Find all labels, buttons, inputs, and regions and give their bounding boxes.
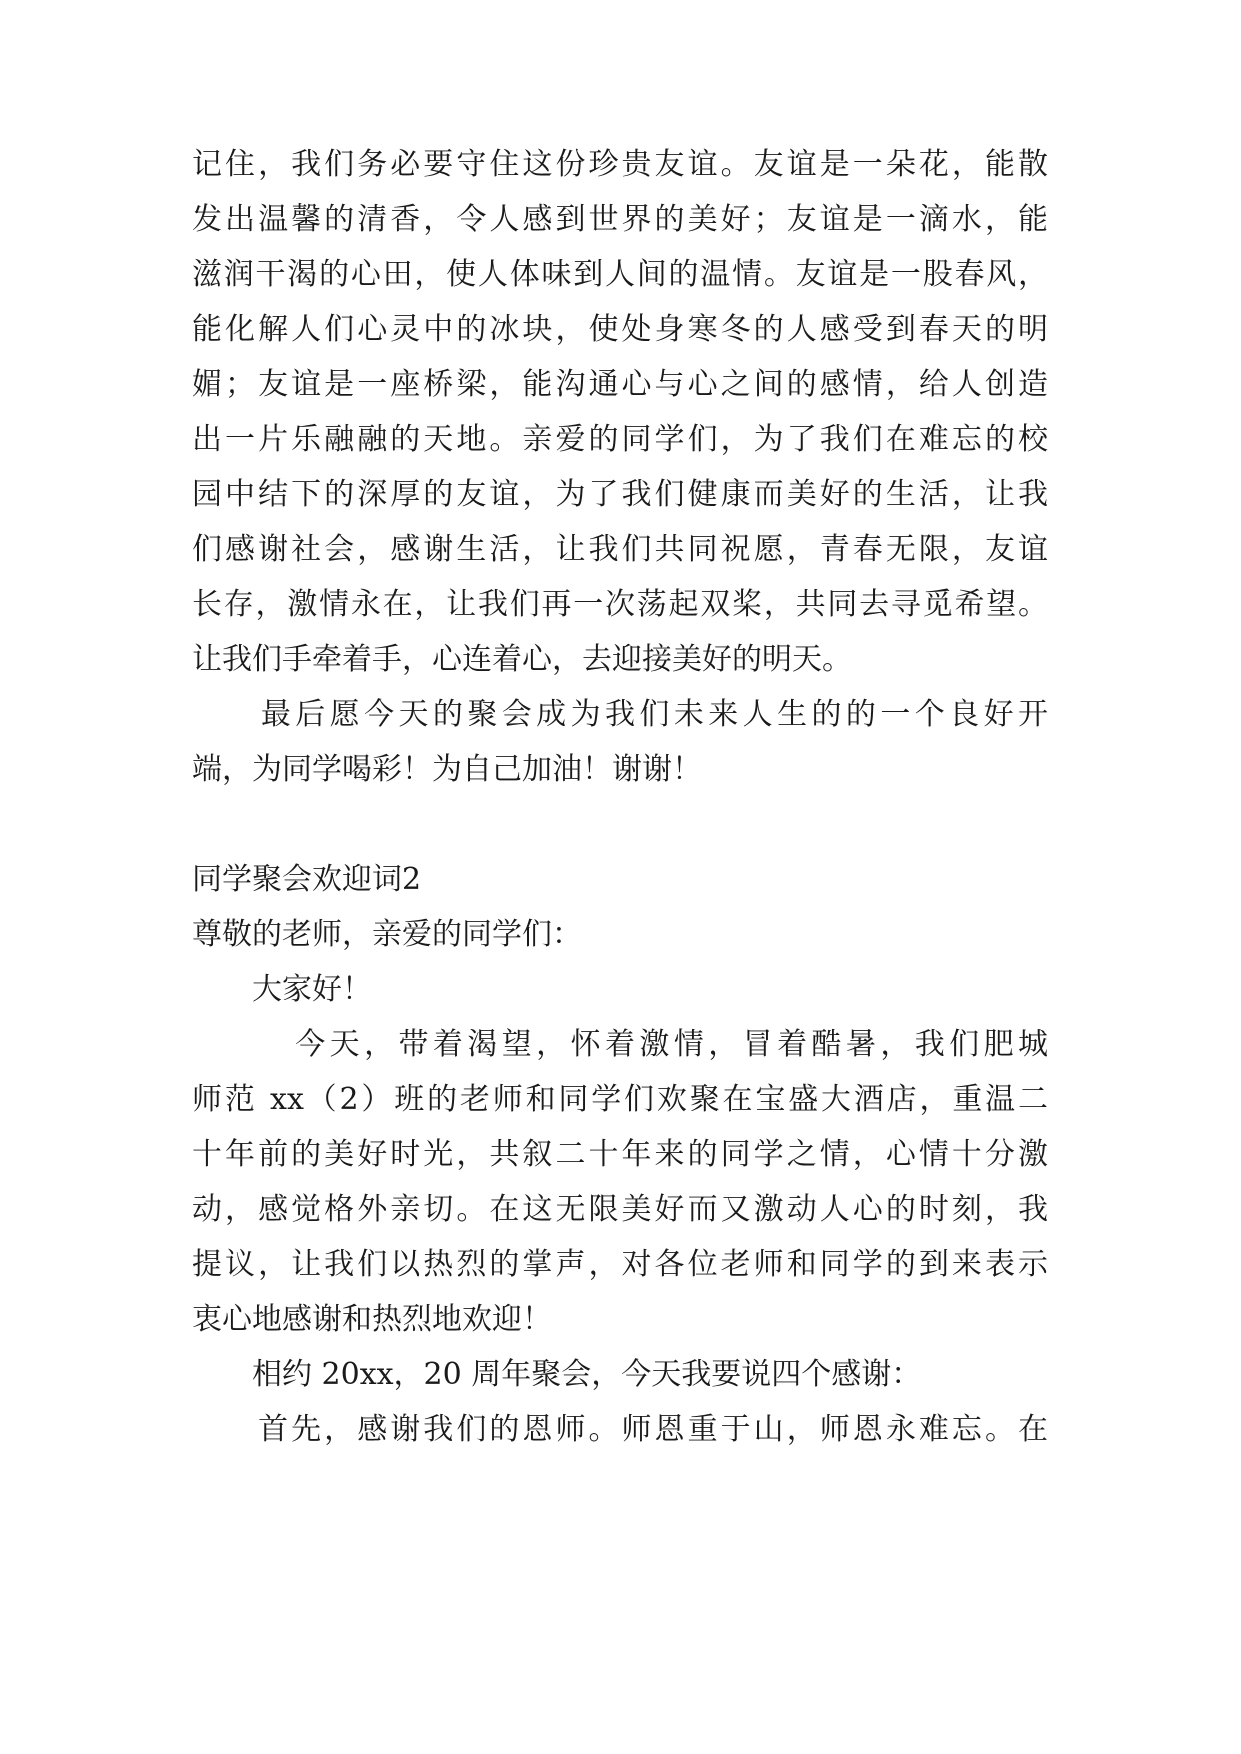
paragraph-line: 师范 xx（2）班的老师和同学们欢聚在宝盛大酒店，重温二 — [192, 1082, 1048, 1117]
paragraph-line: 端，为同学喝彩！为自己加油！谢谢！ — [192, 752, 702, 787]
paragraph-line: 让我们手牵着手，心连着心，去迎接美好的明天。 — [192, 642, 852, 677]
greeting: 大家好！ — [192, 972, 372, 1007]
paragraph-line: 提议，让我们以热烈的掌声，对各位老师和同学的到来表示 — [192, 1247, 1048, 1282]
paragraph-line: 滋润干渴的心田，使人体味到人间的温情。友谊是一股春风， — [192, 257, 1048, 292]
paragraph-line: 最后愿今天的聚会成为我们未来人生的的一个良好开 — [192, 697, 1048, 732]
paragraph-line: 媚；友谊是一座桥梁，能沟通心与心之间的感情，给人创造 — [192, 367, 1048, 402]
paragraph-line: 记住，我们务必要守住这份珍贵友谊。友谊是一朵花，能散 — [192, 147, 1048, 182]
section-title: 同学聚会欢迎词2 — [192, 862, 422, 897]
paragraph-line: 发出温馨的清香，令人感到世界的美好；友谊是一滴水，能 — [192, 202, 1048, 237]
paragraph-line: 长存，激情永在，让我们再一次荡起双桨，共同去寻觅希望。 — [192, 587, 1048, 622]
paragraph-line: 出一片乐融融的天地。亲爱的同学们，为了我们在难忘的校 — [192, 422, 1048, 457]
paragraph-line: 能化解人们心灵中的冰块，使处身寒冬的人感受到春天的明 — [192, 312, 1048, 347]
paragraph-line: 们感谢社会，感谢生活，让我们共同祝愿，青春无限，友谊 — [192, 532, 1048, 567]
paragraph-line: 相约 20xx，20 周年聚会，今天我要说四个感谢： — [192, 1357, 922, 1392]
salutation: 尊敬的老师，亲爱的同学们： — [192, 917, 582, 952]
paragraph-line: 园中结下的深厚的友谊，为了我们健康而美好的生活，让我 — [192, 477, 1048, 512]
paragraph-line: 十年前的美好时光，共叙二十年来的同学之情，心情十分激 — [192, 1137, 1048, 1172]
paragraph-line: 首先，感谢我们的恩师。师恩重于山，师恩永难忘。在 — [192, 1412, 1048, 1447]
paragraph-line: 衷心地感谢和热烈地欢迎！ — [192, 1302, 552, 1337]
paragraph-line: 今天，带着渴望，怀着激情，冒着酷暑，我们肥城 — [192, 1027, 1048, 1062]
paragraph-line: 动，感觉格外亲切。在这无限美好而又激动人心的时刻，我 — [192, 1192, 1048, 1227]
